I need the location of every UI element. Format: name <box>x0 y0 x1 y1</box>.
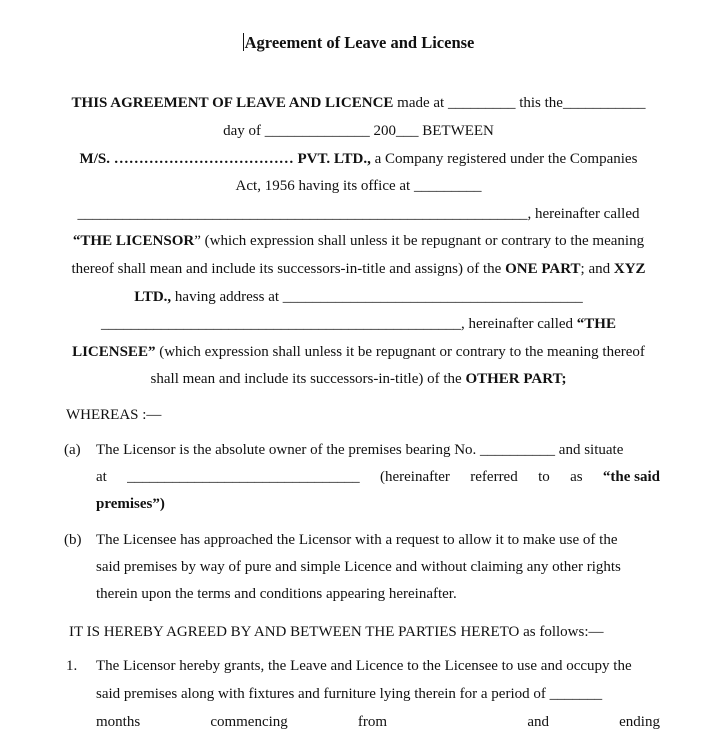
intro-line-10: LICENSEE” (which expression shall unless it be repugnant or contrary to the meaning thereof <box>72 344 645 360</box>
clause-text <box>96 530 660 611</box>
whereas-heading: WHEREAS :— <box>66 407 162 423</box>
document-title: Agreement of Leave and License <box>244 33 475 52</box>
agreement-heading: IT IS HEREBY AGREED BY AND BETWEEN THE PARTIES HERETO as follows:— <box>69 624 604 640</box>
clause-label: (b) <box>64 532 82 548</box>
clause-label: (a) <box>64 442 81 458</box>
clause-line: The Licensee has approached the Licensor with a request to allow it to make use of the <box>96 532 618 548</box>
clause-line: at _______________________________ (hereinafter referred to as “the said <box>96 469 660 485</box>
intro-line-2: day of ______________ 200___ BETWEEN <box>223 123 494 139</box>
intro-line-7: thereof shall mean and include its successors-in-title and assigns) of the ONE PART; and XYZ <box>71 261 646 277</box>
clause-line: therein upon the terms and conditions appearing hereinafter. <box>96 586 457 602</box>
clause-line: The Licensor is the absolute owner of the premises bearing No. __________ and situate <box>96 442 624 458</box>
clause-line: The Licensor hereby grants, the Leave and Licence to the Licensee to use and occupy the <box>96 658 632 674</box>
clause-label: 1. <box>66 658 78 674</box>
clause-line: said premises along with fixtures and furniture lying therein for a period of _______ <box>96 686 603 702</box>
intro-line-1: THIS AGREEMENT OF LEAVE AND LICENCE made at _________ this the___________ <box>71 95 646 111</box>
intro-line-5: ____________________________________________________________, hereinafter called <box>77 206 640 222</box>
intro-line-4: Act, 1956 having its office at _________ <box>235 178 482 194</box>
intro-line-8: LTD., having address at ________________________________________ <box>134 289 583 305</box>
clause-text <box>96 656 660 740</box>
text-cursor <box>243 33 244 51</box>
clause-line: said premises by way of pure and simple Licence and without claiming any other rights <box>96 559 621 575</box>
intro-line-6: “THE LICENSOR” (which expression shall unless it be repugnant or contrary to the meaning <box>72 233 645 249</box>
intro-line-3: M/S. ……………………………… PVT. LTD., a Company registered under the Companies <box>79 151 638 167</box>
clause-line: months commencing from and ending <box>96 714 660 730</box>
intro-line-9: ________________________________________________, hereinafter called “THE <box>101 316 616 332</box>
intro-line-11: shall mean and include its successors-in-title) of the OTHER PART; <box>150 371 567 387</box>
clause-text <box>96 440 660 521</box>
clause-line: premises”) <box>96 496 165 512</box>
